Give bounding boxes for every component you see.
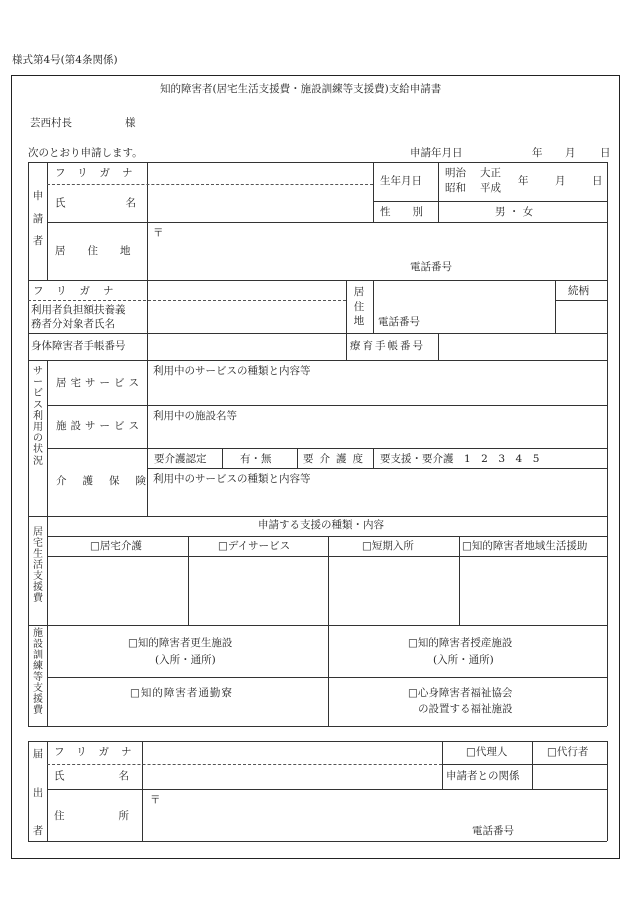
applicant-section-label: 申 請 者 <box>32 190 44 248</box>
application-date-label: 申請年月日 <box>410 147 463 159</box>
addressee-suffix: 様 <box>125 117 136 129</box>
option-home-care[interactable]: □居宅介護 <box>90 540 142 552</box>
payer-name-line1: 利用者負担額扶養義 <box>31 304 126 316</box>
submitter-phone-label: 電話番号 <box>472 825 514 837</box>
applicant-name-label: 氏名 <box>55 197 196 209</box>
care-level-value: 要支援・要介護 1 2 3 4 5 <box>380 453 540 465</box>
option-day-service[interactable]: □デイサービス <box>218 540 291 552</box>
facility-service-detail: 利用中の施設名等 <box>153 410 237 422</box>
support-type-header: 申請する支援の種類・内容 <box>258 519 384 531</box>
care-level-label: 要介護度 <box>303 453 369 465</box>
applicant-phone-label: 電話番号 <box>410 261 452 273</box>
care-detail: 利用中のサービスの種類と内容等 <box>153 473 311 485</box>
payer-phone-label: 電話番号 <box>378 316 420 328</box>
facility-support-section-label: 施 設 訓 練 等 支 援 費 <box>33 628 43 716</box>
payer-address-label: 居 住 地 <box>353 286 365 328</box>
intro-text: 次のとおり申請します。 <box>28 147 143 159</box>
care-cert-value: 有・無 <box>240 453 272 465</box>
option-rehab-facility[interactable]: □知的障害者更生施設 <box>128 637 233 649</box>
relationship-label: 続柄 <box>568 285 589 297</box>
payer-furigana-label: フリガナ <box>33 285 127 297</box>
agent-checkbox[interactable]: □代理人 <box>466 746 508 758</box>
era-heisei: 平成 <box>480 182 501 194</box>
physical-handbook-label: 身体障害者手帳番号 <box>31 340 126 352</box>
app-day: 日 <box>600 147 611 159</box>
option-rehab-facility-note: (入所・通所) <box>155 654 216 666</box>
birth-month: 月 <box>555 175 566 187</box>
submitter-address-label: 住所 <box>54 810 183 822</box>
home-support-section-label: 居 宅 生 活 支 援 費 <box>33 527 43 604</box>
option-short-stay[interactable]: □短期入所 <box>362 540 414 552</box>
table-top <box>28 162 607 163</box>
form-number: 様式第4号(第4条関係) <box>12 54 118 66</box>
submitter-furigana-label: フリガナ <box>54 746 144 758</box>
era-taisho: 大正 <box>480 167 501 179</box>
service-status-section-label: サ ー ビ ス 利 用 の 状 況 <box>33 366 43 467</box>
option-commuter-dorm[interactable]: □知的障害者通勤寮 <box>130 687 233 699</box>
proxy-checkbox[interactable]: □代行者 <box>547 746 589 758</box>
app-year: 年 <box>532 147 543 159</box>
relationship-to-applicant-label: 申請者との関係 <box>446 770 520 782</box>
addressee: 芸西村長 <box>30 117 72 129</box>
submitter-section-label: 届 出 者 <box>32 748 44 838</box>
home-service-label: 居宅サービス <box>56 377 143 389</box>
era-meiji: 明治 <box>445 167 466 179</box>
submitter-name-label: 氏名 <box>54 770 183 782</box>
birth-date-label: 生年月日 <box>380 175 422 187</box>
era-showa: 昭和 <box>445 182 466 194</box>
birth-year: 年 <box>518 175 529 187</box>
payer-name-line2: 務者分対象者氏名 <box>31 318 115 330</box>
facility-service-label: 施設サービス <box>56 420 143 432</box>
sex-label: 性別 <box>380 206 445 218</box>
birth-day: 日 <box>592 175 603 187</box>
applicant-furigana-label: フリガナ <box>55 167 145 179</box>
option-welfare-facility[interactable]: □心身障害者福祉協会 <box>408 687 513 699</box>
care-insurance-label: 介護保険 <box>56 475 162 487</box>
app-month: 月 <box>565 147 576 159</box>
option-sheltered-workshop[interactable]: □知的障害者授産施設 <box>408 637 513 649</box>
applicant-postal: 〒 <box>153 227 164 239</box>
care-cert-label: 要介護認定 <box>154 453 207 465</box>
option-community-living[interactable]: □知的障害者地域生活援助 <box>462 540 588 552</box>
form-title: 知的障害者(居宅生活支援費・施設訓練等支援費)支給申請書 <box>160 83 442 95</box>
rehab-handbook-label: 療育手帳番号 <box>350 340 425 352</box>
submitter-postal: 〒 <box>150 794 161 806</box>
sex-options: 男 ・ 女 <box>495 206 534 218</box>
option-welfare-facility-note: の設置する福祉施設 <box>418 703 513 715</box>
home-service-detail: 利用中のサービスの種類と内容等 <box>153 365 311 377</box>
residence-label: 居住地 <box>55 245 153 257</box>
option-sheltered-workshop-note: (入所・通所) <box>433 654 494 666</box>
table-bottom <box>28 726 607 727</box>
